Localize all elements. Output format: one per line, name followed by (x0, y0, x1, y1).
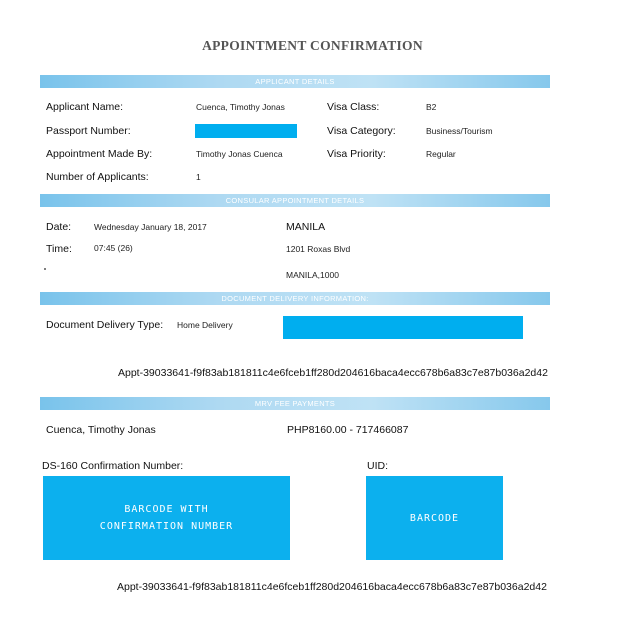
uid-barcode-placeholder (366, 476, 503, 560)
location-city: MANILA (286, 221, 326, 233)
applicant-name-label: Applicant Name: (46, 101, 124, 113)
delivery-type-label: Document Delivery Type: (46, 319, 164, 331)
passport-number-label: Passport Number: (46, 125, 131, 137)
mrv-fee-header: MRV FEE PAYMENTS (40, 397, 550, 410)
ds160-label: DS-160 Confirmation Number: (42, 460, 184, 472)
visa-class-value: B2 (426, 102, 437, 112)
page-title: APPOINTMENT CONFIRMATION (202, 38, 423, 53)
ds160-barcode-placeholder (43, 476, 290, 560)
delivery-type-value: Home Delivery (177, 320, 233, 330)
appointment-made-by-value: Timothy Jonas Cuenca (196, 149, 283, 159)
uid-barcode-caption: BARCODE (409, 512, 460, 524)
time-label: Time: (46, 243, 72, 255)
scan-speck (44, 268, 46, 270)
applicant-details-header: APPLICANT DETAILS (40, 75, 550, 88)
date-label: Date: (46, 221, 72, 233)
visa-category-value: Business/Tourism (426, 126, 493, 136)
barcode-caption-line-2: CONFIRMATION NUMBER (99, 521, 234, 532)
visa-class-label: Visa Class: (327, 101, 380, 113)
address-line-1: 1201 Roxas Blvd (286, 244, 351, 254)
time-value: 07:45 (26) (94, 243, 133, 253)
appointment-id-footer: Appt-39033641-f9f83ab181811c4e6fceb1ff280d204616baca4ecc678b6a83c7e87b036a2d42 (117, 581, 547, 593)
payment-amount: PHP8160.00 - 717466087 (287, 424, 409, 436)
date-value: Wednesday January 18, 2017 (94, 222, 207, 232)
delivery-address-redaction (283, 316, 523, 339)
barcode-caption-line-1: BARCODE WITH (124, 504, 209, 515)
visa-priority-value: Regular (426, 149, 456, 159)
visa-category-label: Visa Category: (327, 125, 396, 137)
address-line-2: MANILA,1000 (286, 270, 339, 280)
visa-priority-label: Visa Priority: (327, 148, 386, 160)
appointment-made-by-label: Appointment Made By: (46, 148, 153, 160)
payer-name: Cuenca, Timothy Jonas (46, 424, 156, 436)
applicant-name-value: Cuenca, Timothy Jonas (196, 102, 285, 112)
number-of-applicants-value: 1 (196, 172, 201, 182)
passport-number-redaction (195, 124, 297, 138)
document-delivery-header: DOCUMENT DELIVERY INFORMATION: (40, 292, 550, 305)
number-of-applicants-label: Number of Applicants: (46, 171, 149, 183)
consular-details-header: CONSULAR APPOINTMENT DETAILS (40, 194, 550, 207)
uid-label: UID: (367, 460, 388, 472)
appointment-id: Appt-39033641-f9f83ab181811c4e6fceb1ff280d204616baca4ecc678b6a83c7e87b036a2d42 (118, 367, 548, 379)
